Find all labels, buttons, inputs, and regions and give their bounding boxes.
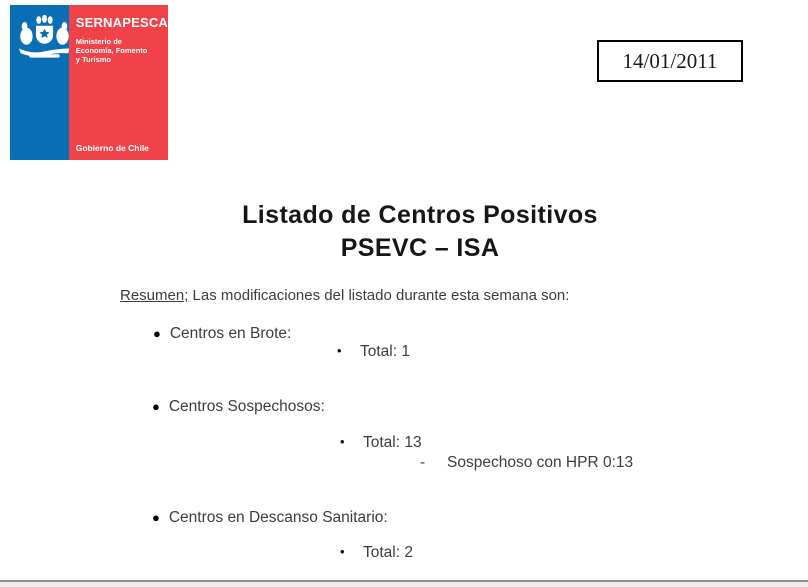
sub-bullet-icon: • [337,343,342,358]
sub-bullet-icon: • [340,544,345,559]
section-brote-title: Centros en Brote: [169,325,292,342]
page-title-line1: Listado de Centros Positivos [242,201,598,229]
page-title [0,199,808,265]
section-descanso-total [340,544,413,562]
section-sospechosos-total [340,434,422,452]
logo-ministry-text [76,37,168,64]
sernapesca-logo [10,5,168,160]
section-sospechosos-label [152,398,325,416]
sub-bullet-icon: • [340,434,345,449]
summary-text: Las modificaciones del listado durante esta semana son: [188,287,570,304]
report-date: 14/01/2011 [622,48,718,73]
section-sospechosos-total-value: Total: 13 [363,434,422,451]
summary-paragraph [120,287,569,304]
bullet-icon: ● [152,399,160,414]
logo-blue-panel [10,5,69,160]
ministry-line-1: Ministerio de [75,37,122,46]
logo-footer-text: Gobierno de Chile [75,143,149,153]
section-brote-total-value: Total: 1 [360,343,410,360]
bullet-icon: ● [152,510,160,525]
section-sospechosos-title: Centros Sospechosos: [168,398,325,415]
section-descanso-total-value: Total: 2 [363,544,413,561]
summary-label: Resumen; [120,287,189,304]
logo-red-panel [69,5,168,160]
section-sospechosos-subitem [420,454,633,472]
logo-org-name: SERNAPESCA [75,15,168,30]
section-descanso-title: Centros en Descanso Sanitario: [168,509,388,526]
window-bottom-edge [0,580,808,587]
dash-icon: - [420,454,426,471]
page-title-line2: PSEVC – ISA [340,234,500,262]
bullet-icon: ● [153,326,161,341]
section-brote-label [153,325,291,343]
report-date-box [597,40,743,82]
section-sospechosos-subitem-text: Sospechoso con HPR 0:13 [447,454,634,471]
section-descanso-label [152,509,388,527]
section-brote-total [337,343,410,361]
ministry-line-2: Economía, Fomento [75,46,148,55]
ministry-line-3: y Turismo [75,55,111,64]
